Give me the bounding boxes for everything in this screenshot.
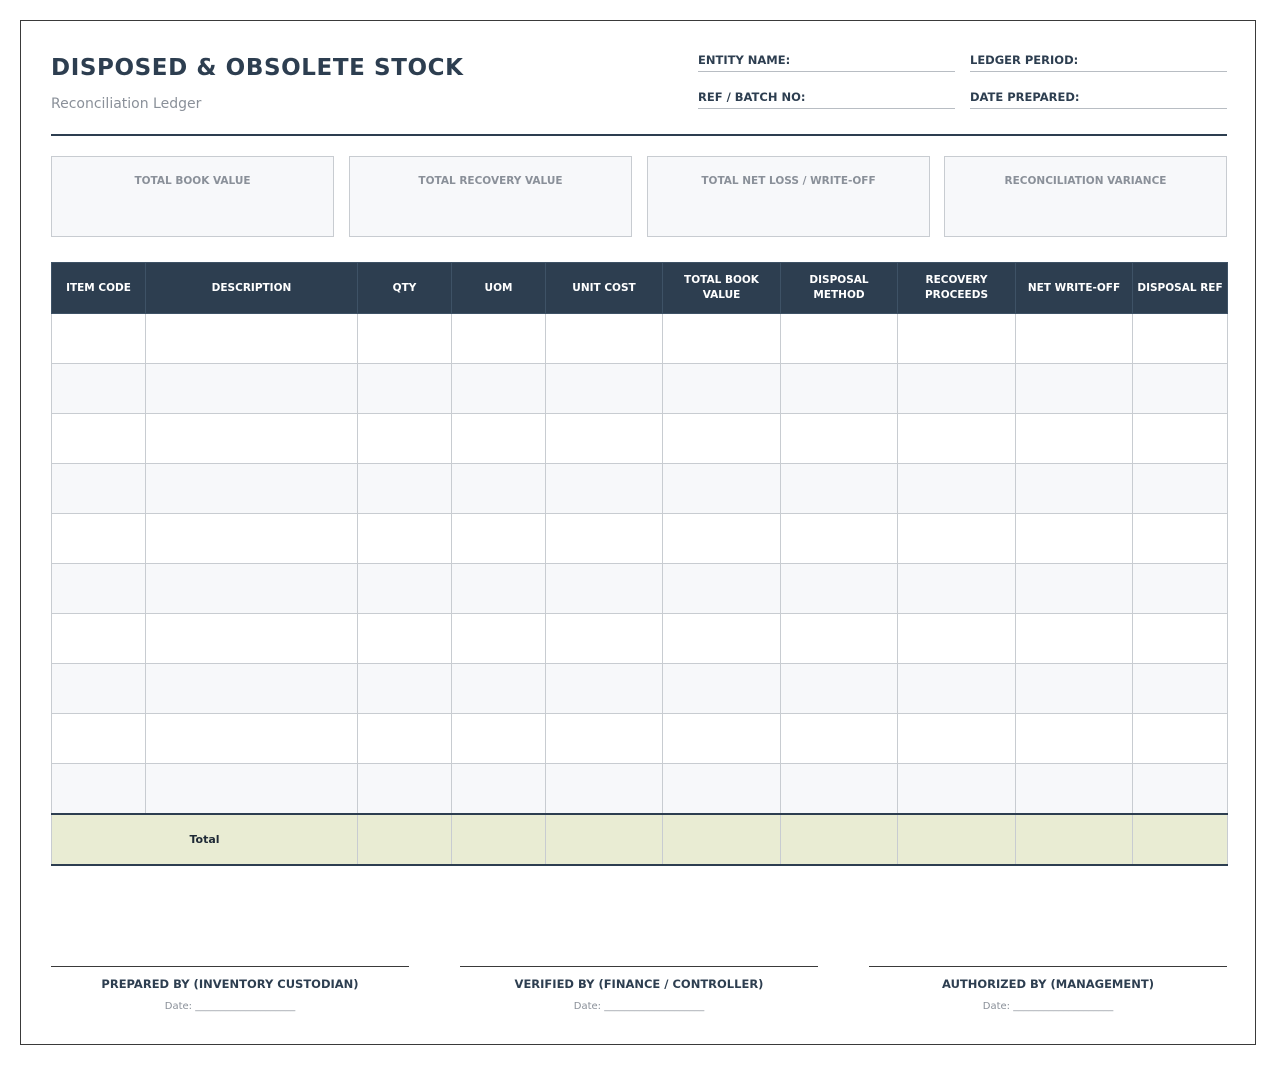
page-subtitle: Reconciliation Ledger [51,96,202,112]
table-cell[interactable] [52,414,146,464]
header-divider [51,134,1227,136]
table-cell[interactable] [146,764,358,815]
page-title: DISPOSED & OBSOLETE STOCK [51,55,464,81]
table-cell[interactable] [146,564,358,614]
table-cell[interactable] [452,614,546,664]
table-row [52,614,1228,664]
table-cell[interactable] [898,514,1016,564]
table-cell[interactable] [781,464,898,514]
col-header-item-code: ITEM CODE [52,263,146,314]
table-cell[interactable] [898,364,1016,414]
date-prepared-field[interactable] [970,90,1227,109]
table-cell[interactable] [452,514,546,564]
col-header-unit-cost: UNIT COST [546,263,663,314]
signature-prepared-by[interactable] [51,966,409,1012]
signature-role-label: PREPARED BY (INVENTORY CUSTODIAN) [101,977,359,991]
total-cell-disposal-method[interactable] [781,814,898,865]
table-cell[interactable] [663,364,781,414]
total-cell-qty[interactable] [358,814,452,865]
table-cell[interactable] [1016,564,1133,614]
table-row [52,314,1228,364]
col-header-disposal-method: DISPOSAL METHOD [781,263,898,314]
table-cell[interactable] [452,464,546,514]
table-cell[interactable] [1133,764,1228,815]
table-cell[interactable] [452,364,546,414]
table-cell[interactable] [546,414,663,464]
summary-card-total-recovery-value[interactable] [349,156,632,237]
table-cell[interactable] [146,314,358,364]
table-cell[interactable] [1016,414,1133,464]
table-cell[interactable] [146,514,358,564]
table-cell[interactable] [452,764,546,815]
signature-authorized-by[interactable] [869,966,1227,1012]
table-cell[interactable] [781,714,898,764]
table-cell[interactable] [52,314,146,364]
summary-card-total-net-loss[interactable] [647,156,930,237]
table-cell[interactable] [898,664,1016,714]
summary-card-label: RECONCILIATION VARIANCE [1004,175,1167,187]
total-cell-disposal-ref[interactable] [1133,814,1228,865]
table-cell[interactable] [146,714,358,764]
table-cell[interactable] [663,714,781,764]
table-cell[interactable] [898,564,1016,614]
signature-date-line: Date: ____________________ [982,1001,1114,1012]
table-row [52,714,1228,764]
table-cell[interactable] [781,414,898,464]
table-cell[interactable] [52,714,146,764]
table-cell[interactable] [663,764,781,815]
table-cell[interactable] [358,664,452,714]
table-cell[interactable] [546,714,663,764]
date-prepared-label: DATE PREPARED: [970,90,1080,104]
table-cell[interactable] [358,464,452,514]
table-header-row [52,263,1228,314]
summary-card-label: TOTAL RECOVERY VALUE [418,175,563,187]
table-cell[interactable] [146,414,358,464]
col-header-qty: QTY [358,263,452,314]
table-cell[interactable] [546,614,663,664]
table-cell[interactable] [1133,414,1228,464]
ledger-body [52,314,1228,815]
table-cell[interactable] [781,564,898,614]
table-cell[interactable] [452,314,546,364]
table-cell[interactable] [52,514,146,564]
table-cell[interactable] [358,564,452,614]
ledger-period-label: LEDGER PERIOD: [970,53,1079,67]
col-header-uom: UOM [452,263,546,314]
table-cell[interactable] [52,614,146,664]
table-cell[interactable] [1016,714,1133,764]
table-cell[interactable] [1016,664,1133,714]
table-cell[interactable] [546,514,663,564]
table-cell[interactable] [898,464,1016,514]
table-cell[interactable] [546,664,663,714]
table-cell[interactable] [663,614,781,664]
table-cell[interactable] [1133,464,1228,514]
table-cell[interactable] [898,714,1016,764]
summary-card-total-book-value[interactable] [51,156,334,237]
table-cell[interactable] [898,614,1016,664]
total-cell-uom[interactable] [452,814,546,865]
table-cell[interactable] [358,714,452,764]
summary-card-reconciliation-variance[interactable] [944,156,1227,237]
table-row [52,564,1228,614]
table-cell[interactable] [52,764,146,815]
table-cell[interactable] [358,314,452,364]
table-cell[interactable] [546,764,663,815]
signature-verified-by[interactable] [460,966,818,1012]
entity-name-label: ENTITY NAME: [698,53,791,67]
table-cell[interactable] [781,314,898,364]
table-cell[interactable] [146,614,358,664]
table-cell[interactable] [1016,364,1133,414]
table-cell[interactable] [781,514,898,564]
table-row [52,464,1228,514]
table-cell[interactable] [1133,514,1228,564]
table-cell[interactable] [358,614,452,664]
col-header-total-book-value: TOTAL BOOK VALUE [663,263,781,314]
table-cell[interactable] [781,764,898,815]
total-label: Total [52,814,358,865]
total-cell-unit-cost[interactable] [546,814,663,865]
table-cell[interactable] [358,764,452,815]
signature-date-line: Date: ____________________ [164,1001,296,1012]
summary-card-label: TOTAL NET LOSS / WRITE-OFF [701,175,876,187]
total-cell-net-write-off[interactable] [1016,814,1133,865]
table-cell[interactable] [1133,364,1228,414]
col-header-disposal-ref: DISPOSAL REF [1133,263,1228,314]
table-cell[interactable] [358,364,452,414]
table-cell[interactable] [1133,664,1228,714]
table-cell[interactable] [52,364,146,414]
table-cell[interactable] [1016,514,1133,564]
table-row [52,664,1228,714]
table-row [52,364,1228,414]
table-cell[interactable] [546,464,663,514]
table-cell[interactable] [663,664,781,714]
table-row [52,414,1228,464]
ref-batch-label: REF / BATCH NO: [698,90,806,104]
col-header-recovery-proceeds: RECOVERY PROCEEDS [898,263,1016,314]
table-cell[interactable] [1133,564,1228,614]
table-cell[interactable] [1016,614,1133,664]
signature-date-line: Date: ____________________ [573,1001,705,1012]
table-cell[interactable] [1016,314,1133,364]
table-cell[interactable] [52,464,146,514]
table-cell[interactable] [146,364,358,414]
table-cell[interactable] [358,414,452,464]
table-cell[interactable] [898,314,1016,364]
table-row [52,514,1228,564]
table-cell[interactable] [452,414,546,464]
table-cell[interactable] [663,464,781,514]
table-cell[interactable] [546,564,663,614]
table-cell[interactable] [663,314,781,364]
table-cell[interactable] [781,614,898,664]
col-header-description: DESCRIPTION [146,263,358,314]
table-cell[interactable] [146,464,358,514]
table-cell[interactable] [898,764,1016,815]
signature-role-label: AUTHORIZED BY (MANAGEMENT) [942,977,1154,991]
summary-card-label: TOTAL BOOK VALUE [134,175,251,187]
table-cell[interactable] [1133,714,1228,764]
table-cell[interactable] [663,414,781,464]
entity-name-field[interactable] [698,53,955,72]
table-row [52,764,1228,815]
table-cell[interactable] [1133,314,1228,364]
ledger-table [51,262,1228,866]
table-cell[interactable] [52,664,146,714]
table-cell[interactable] [452,564,546,614]
ledger-period-field[interactable] [970,53,1227,72]
total-cell-recovery-proceeds[interactable] [898,814,1016,865]
signature-role-label: VERIFIED BY (FINANCE / CONTROLLER) [514,977,764,991]
table-cell[interactable] [546,314,663,364]
table-cell[interactable] [663,514,781,564]
table-cell[interactable] [452,664,546,714]
total-row [52,814,1228,865]
col-header-net-write-off: NET WRITE-OFF [1016,263,1133,314]
table-cell[interactable] [52,564,146,614]
ledger-page [20,20,1256,1045]
table-cell[interactable] [146,664,358,714]
table-cell[interactable] [1016,464,1133,514]
table-cell[interactable] [898,414,1016,464]
table-cell[interactable] [452,714,546,764]
total-cell-total-book-value[interactable] [663,814,781,865]
table-cell[interactable] [781,664,898,714]
table-cell[interactable] [1133,614,1228,664]
table-cell[interactable] [1016,764,1133,815]
ref-batch-field[interactable] [698,90,955,109]
table-cell[interactable] [546,364,663,414]
table-cell[interactable] [663,564,781,614]
table-cell[interactable] [358,514,452,564]
table-cell[interactable] [781,364,898,414]
